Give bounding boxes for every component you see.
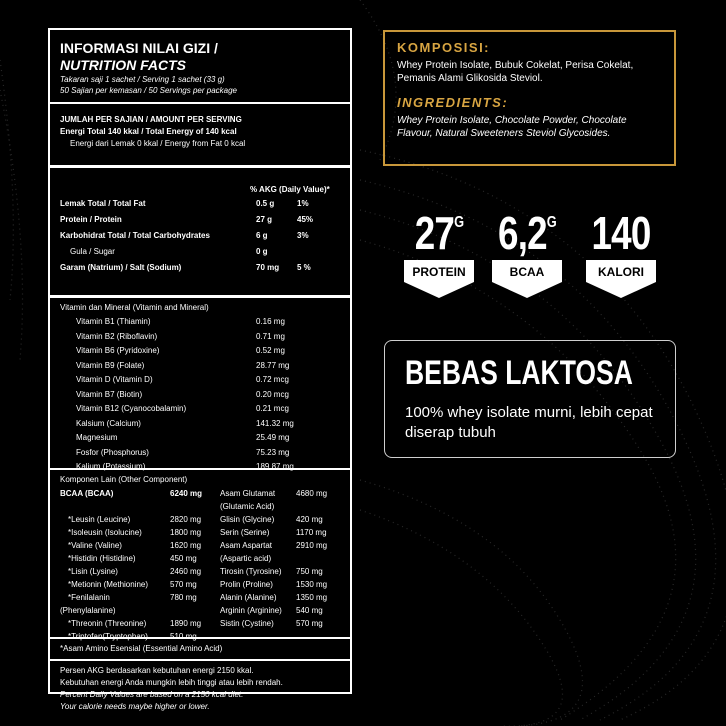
amino-amount-2: 1350 mg — [296, 593, 328, 602]
vitamins-section — [50, 298, 350, 470]
footnote-section — [50, 661, 350, 713]
vitamin-amount: 189.87 mg — [256, 462, 294, 471]
vitamin-label: Vitamin B1 (Thiamin) — [76, 317, 151, 326]
amino-row — [60, 617, 340, 630]
amino-label-2: Sistin (Cystine) — [220, 619, 274, 628]
macro-row — [60, 196, 340, 212]
amino-label-2: Glisin (Glycine) — [220, 515, 275, 524]
footnote-2: Kebutuhan energi Anda mungkin lebih tinggi atau lebih rendah. — [60, 678, 283, 687]
energy-total: Energi Total 140 kkal / Total Energy of 140 kcal — [60, 127, 237, 136]
vitamin-row — [60, 402, 340, 417]
amino-label: *Lisin (Lysine) — [68, 567, 118, 576]
macro-row — [60, 244, 340, 260]
footnote-3: Percent Daily Values are based on a 2150 kcal diet. — [60, 690, 244, 699]
amino-label-2: Arginin (Arginine) — [220, 606, 282, 615]
amino-label: *Isoleusin (Isolucine) — [68, 528, 142, 537]
amino-row — [60, 539, 340, 552]
vitamin-label: Vitamin B6 (Pyridoxine) — [76, 346, 160, 355]
macro-label: Karbohidrat Total / Total Carbohydrates — [60, 231, 210, 240]
amino-amount-2: 1530 mg — [296, 580, 328, 589]
vitamin-amount: 28.77 mg — [256, 360, 290, 370]
vitamin-label: Magnesium — [76, 433, 118, 442]
amino-label: *Threonin (Threonine) — [68, 619, 147, 628]
macro-row — [60, 228, 340, 244]
amino-label: *Histidin (Histidine) — [68, 554, 136, 563]
stat-bcaa — [488, 198, 566, 300]
amino-row — [60, 552, 340, 565]
composition-box — [383, 30, 676, 166]
akg-header: % AKG (Daily Value)* — [250, 185, 330, 194]
amino-amount: 1800 mg — [170, 528, 202, 537]
amino-label: BCAA (BCAA) — [60, 489, 114, 498]
essential-note-section — [50, 639, 350, 661]
vitamin-amount: 0.20 mcg — [256, 389, 289, 399]
lactose-free-box — [384, 340, 676, 458]
amino-label-2: Asam Aspartat — [220, 541, 273, 550]
macro-row — [60, 260, 340, 276]
amino-amount-2: 4680 mg — [296, 489, 328, 498]
stat-bcaa-label: BCAA — [509, 265, 545, 279]
amino-label: *Triptofan(Tryptophan) — [68, 632, 148, 641]
macro-amount: 27 g — [256, 215, 273, 224]
amino-row — [60, 500, 340, 513]
macro-label: Garam (Natrium) / Salt (Sodium) — [60, 263, 182, 272]
macro-akg: 3% — [297, 231, 309, 240]
vitamin-row — [60, 446, 340, 461]
amino-amount: 2820 mg — [170, 515, 202, 524]
vitamin-amount: 0.72 mcg — [256, 375, 289, 384]
amino-row — [60, 565, 340, 578]
other-components-header: Komponen Lain (Other Component) — [60, 475, 188, 484]
amino-amount: 510 mg — [170, 632, 197, 641]
lactose-free-title: BEBAS LAKTOSA — [405, 354, 633, 392]
vitamin-label: Vitamin B12 (Cyanocobalamin) — [76, 404, 187, 413]
ingredients-text: Whey Protein Isolate, Chocolate Powder, Chocolate Flavour, Natural Sweeteners Steviol Glycosides. — [397, 115, 627, 139]
stat-kalori-value: 140 — [591, 207, 651, 259]
composition-title: KOMPOSISI: — [397, 40, 491, 55]
amino-amount: 1620 mg — [170, 541, 202, 550]
vitamin-row — [60, 431, 340, 446]
macro-akg: 5 % — [297, 263, 311, 272]
amino-amount: 6240 mg — [170, 489, 203, 498]
amino-amount-2: 2910 mg — [296, 541, 328, 550]
amino-label-2: (Aspartic acid) — [220, 554, 272, 563]
amino-row — [60, 591, 340, 604]
amino-label: *Metionin (Methionine) — [68, 580, 149, 589]
amino-amount-2: 540 mg — [296, 606, 323, 615]
stat-kalori-label: KALORI — [598, 265, 644, 279]
amino-row — [60, 578, 340, 591]
macro-label: Gula / Sugar — [70, 247, 115, 256]
amino-list — [60, 487, 340, 643]
amino-amount: 2460 mg — [170, 567, 202, 576]
nutrition-header — [50, 30, 350, 104]
vitamins-list — [60, 315, 340, 475]
lactose-free-description: 100% whey isolate murni, lebih cepat diserap tubuh — [405, 404, 653, 441]
amino-row — [60, 487, 340, 500]
macro-label: Protein / Protein — [60, 215, 122, 224]
macro-amount: 0.5 g — [256, 199, 275, 208]
vitamin-amount: 25.49 mg — [256, 433, 290, 442]
ingredients-title: INGREDIENTS: — [397, 95, 509, 110]
vitamin-row — [60, 388, 340, 403]
serving-size: Takaran saji 1 sachet / Serving 1 sachet (33 g) — [60, 75, 225, 84]
vitamin-label: Kalium (Potassium) — [76, 462, 146, 471]
stat-kalori-badge — [586, 260, 656, 300]
amino-row — [60, 604, 340, 617]
amino-row — [60, 513, 340, 526]
amino-label-2: Asam Glutamat — [220, 489, 276, 498]
vitamin-label: Kalsium (Calcium) — [76, 418, 141, 428]
stat-protein — [400, 198, 478, 300]
nutrition-facts-panel — [48, 28, 352, 711]
amino-amount: 450 mg — [170, 554, 197, 563]
per-serving-label: JUMLAH PER SAJIAN / AMOUNT PER SERVING — [60, 115, 242, 124]
amino-amount-2: 420 mg — [296, 515, 323, 524]
amino-amount: 570 mg — [170, 580, 197, 589]
amino-label: *Leusin (Leucine) — [68, 515, 131, 524]
vitamin-row — [60, 359, 340, 374]
stat-bcaa-badge — [492, 260, 562, 300]
macros-section — [50, 168, 350, 298]
amino-row — [60, 526, 340, 539]
amino-label: (Phenylalanine) — [60, 606, 116, 615]
vitamin-label: Vitamin B2 (Riboflavin) — [76, 331, 158, 341]
amino-label-2: Prolin (Proline) — [220, 580, 273, 589]
vitamin-label: Vitamin B7 (Biotin) — [76, 389, 143, 399]
macro-amount: 6 g — [256, 231, 268, 240]
macro-amount: 70 mg — [256, 263, 280, 272]
amino-label-2: Tirosin (Tyrosine) — [220, 567, 282, 576]
essential-note: *Asam Amino Esensial (Essential Amino Acid) — [60, 644, 223, 653]
energy-section — [50, 104, 350, 168]
macro-akg: 1% — [297, 199, 309, 208]
amino-amount: 780 mg — [170, 593, 197, 602]
macro-akg: 45% — [297, 215, 314, 224]
amino-section — [50, 470, 350, 639]
stat-protein-badge — [404, 260, 474, 300]
vitamin-amount: 0.71 mg — [256, 331, 285, 341]
nutrition-title-en: NUTRITION FACTS — [60, 57, 186, 73]
amino-amount-2: 570 mg — [296, 619, 323, 628]
macro-label: Lemak Total / Total Fat — [60, 199, 146, 208]
stat-bcaa-value: $6,2^G$ — [498, 207, 556, 259]
amino-label: *Valine (Valine) — [68, 541, 122, 550]
vitamin-label: Vitamin D (Vitamin D) — [76, 375, 153, 384]
servings-per-package: 50 Sajian per kemasan / 50 Servings per package — [60, 86, 237, 95]
vitamin-row — [60, 344, 340, 359]
macro-amount: 0 g — [256, 247, 268, 256]
composition-text: Whey Protein Isolate, Bubuk Cokelat, Perisa Cokelat, Pemanis Alami Glikosida Steviol. — [397, 60, 634, 84]
amino-label-2: Alanin (Alanine) — [220, 593, 277, 602]
amino-label-2: (Glutamic Acid) — [220, 502, 275, 511]
vitamin-amount: 0.52 mg — [256, 346, 285, 355]
vitamin-row — [60, 330, 340, 345]
amino-label: *Fenilalanin — [68, 593, 110, 602]
amino-amount: 1890 mg — [170, 619, 202, 628]
stat-kalori — [582, 198, 660, 300]
stat-protein-value: $27^G$ — [414, 207, 464, 259]
amino-amount-2: 750 mg — [296, 567, 323, 576]
vitamin-row — [60, 373, 340, 388]
vitamins-header: Vitamin dan Mineral (Vitamin and Mineral) — [60, 303, 209, 312]
vitamin-row — [60, 315, 340, 330]
macros-list — [60, 196, 340, 276]
vitamin-amount: 0.16 mg — [256, 317, 285, 326]
vitamin-label: Fosfor (Phosphorus) — [76, 447, 149, 457]
energy-from-fat: Energi dari Lemak 0 kkal / Energy from Fat 0 kcal — [70, 139, 246, 148]
amino-amount-2: 1170 mg — [296, 528, 327, 537]
stat-protein-label: PROTEIN — [412, 265, 466, 279]
macro-row — [60, 212, 340, 228]
nutrition-title: INFORMASI NILAI GIZI / — [60, 40, 218, 56]
footnote-1: Persen AKG berdasarkan kebutuhan energi 2150 kkal. — [60, 666, 254, 675]
vitamin-amount: 0.21 mcg — [256, 404, 289, 413]
vitamin-amount: 75.23 mg — [256, 447, 290, 457]
vitamin-row — [60, 417, 340, 432]
vitamin-amount: 141.32 mg — [256, 418, 294, 428]
amino-label-2: Serin (Serine) — [220, 528, 270, 537]
vitamin-label: Vitamin B9 (Folate) — [76, 360, 145, 370]
footnote-4: Your calorie needs maybe higher or lower. — [60, 702, 210, 711]
